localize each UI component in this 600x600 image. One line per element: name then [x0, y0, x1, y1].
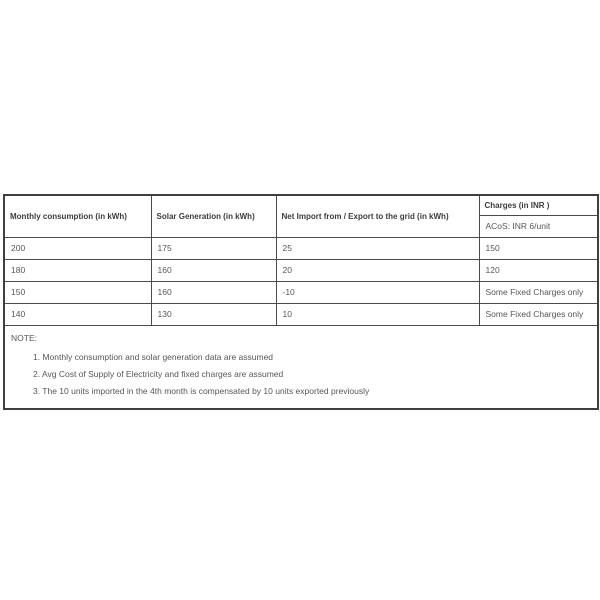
cell-monthly-consumption: 150	[4, 281, 151, 303]
col-header-charges: Charges (in INR )	[479, 195, 598, 215]
cell-solar-generation: 160	[151, 281, 276, 303]
note-row	[4, 325, 598, 409]
note-item: 3. The 10 units imported in the 4th month is compensated by 10 units exported previously	[33, 385, 370, 396]
cell-net-import-export: 10	[276, 303, 479, 325]
table-row	[4, 303, 598, 325]
note-label: NOTE:	[11, 332, 37, 343]
table-row	[4, 281, 598, 303]
cell-charges: Some Fixed Charges only	[479, 303, 598, 325]
note-list	[11, 352, 591, 396]
col-header-solar-generation: Solar Generation (in kWh)	[151, 195, 276, 237]
col-header-net-import-export: Net Import from / Export to the grid (in kWh)	[276, 195, 479, 237]
cell-charges: 120	[479, 259, 598, 281]
cell-net-import-export: 20	[276, 259, 479, 281]
table-row	[4, 237, 598, 259]
col-header-monthly-consumption: Monthly consumption (in kWh)	[4, 195, 151, 237]
charges-subheader-acos: ACoS: INR 6/unit	[479, 215, 598, 237]
cell-solar-generation: 160	[151, 259, 276, 281]
cell-monthly-consumption: 180	[4, 259, 151, 281]
solar-billing-table	[3, 194, 599, 410]
cell-solar-generation: 130	[151, 303, 276, 325]
table-row	[4, 259, 598, 281]
cell-charges: 150	[479, 237, 598, 259]
solar-billing-table-container	[3, 194, 597, 410]
cell-charges: Some Fixed Charges only	[479, 281, 598, 303]
note-item: 2. Avg Cost of Supply of Electricity and fixed charges are assumed	[33, 368, 284, 379]
cell-net-import-export: 25	[276, 237, 479, 259]
cell-monthly-consumption: 200	[4, 237, 151, 259]
cell-monthly-consumption: 140	[4, 303, 151, 325]
note-item: 1. Monthly consumption and solar generation data are assumed	[33, 351, 274, 362]
cell-net-import-export: -10	[276, 281, 479, 303]
cell-solar-generation: 175	[151, 237, 276, 259]
note-section	[4, 325, 598, 409]
header-row-main	[4, 195, 598, 215]
